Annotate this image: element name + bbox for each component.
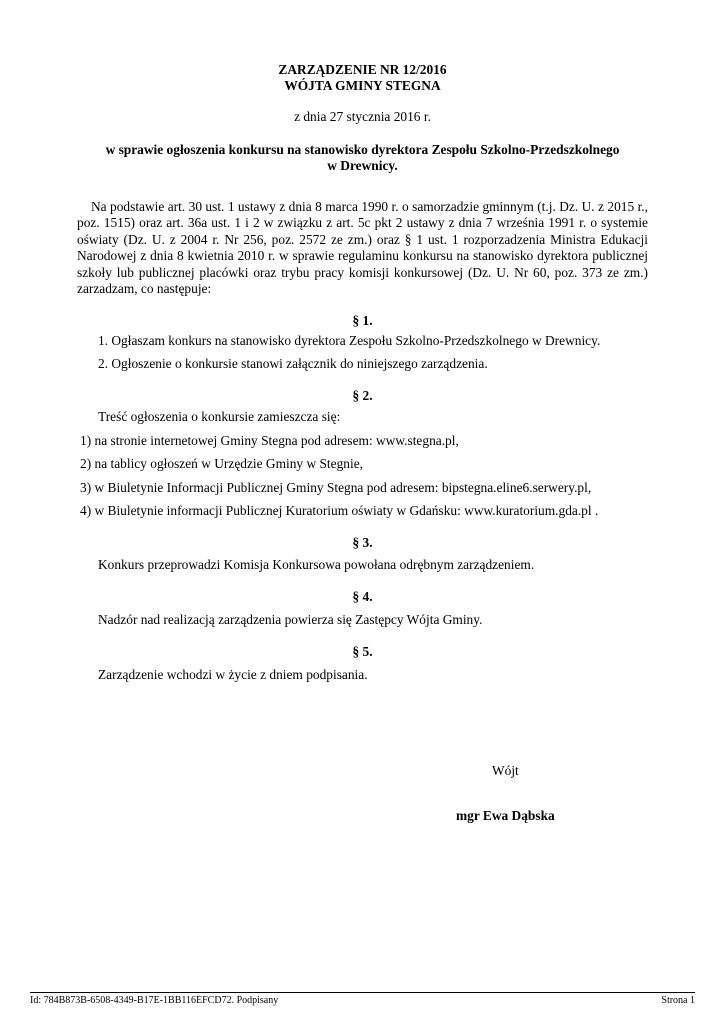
section-2-intro: Treść ogłoszenia o konkursie zamieszcza się: bbox=[98, 409, 341, 424]
document-issuer: WÓJTA GMINY STEGNA bbox=[284, 78, 441, 93]
section-2-item-2: 2) na tablicy ogłoszeń w Urzędzie Gminy w Stegnie, bbox=[80, 456, 363, 471]
document-subject-line-1: w sprawie ogłoszenia konkursu na stanowisko dyrektora Zespołu Szkolno-Przedszkolnego bbox=[105, 142, 620, 157]
signature-name: mgr Ewa Dąbska bbox=[456, 808, 555, 823]
section-2-item-3: 3) w Biuletynie Informacji Publicznej Gminy Stegna pod adresem: bipstegna.eline6.serwery.pl, bbox=[80, 480, 592, 495]
section-1-heading: § 1. bbox=[352, 313, 373, 328]
section-5-heading: § 5. bbox=[352, 644, 373, 659]
document-title: ZARZĄDZENIE NR 12/2016 bbox=[278, 62, 447, 77]
section-1-item-2: 2. Ogłoszenie o konkursie stanowi załącznik do niniejszego zarządzenia. bbox=[98, 356, 488, 371]
section-2-item-4: 4) w Biuletynie informacji Publicznej Kuratorium oświaty w Gdańsku: www.kuratorium.gda.pl . bbox=[80, 503, 599, 518]
section-2-heading: § 2. bbox=[352, 388, 373, 403]
document-date: z dnia 27 stycznia 2016 r. bbox=[294, 109, 431, 124]
section-3-text: Konkurs przeprowadzi Komisja Konkursowa powołana odrębnym zarządzeniem. bbox=[98, 557, 535, 572]
document-subject-line-2: w Drewnicy. bbox=[327, 158, 398, 173]
section-2-item-1: 1) na stronie internetowej Gminy Stegna pod adresem: www.stegna.pl, bbox=[80, 433, 459, 448]
footer-document-id: Id: 784B873B-6508-4349-B17E-1BB116EFCD72. Podpisany bbox=[30, 995, 279, 1006]
signature-role: Wójt bbox=[492, 763, 519, 778]
footer-divider bbox=[30, 992, 695, 993]
section-1-item-1: 1. Ogłaszam konkurs na stanowisko dyrektora Zespołu Szkolno-Przedszkolnego w Drewnicy. bbox=[98, 333, 601, 348]
preamble-paragraph: Na podstawie art. 30 ust. 1 ustawy z dnia 8 marca 1990 r. o samorzadzie gminnym (t.j. Dz. U. z 2015 r., poz. 1515) oraz art. 36a ust. 1 i 2 w związku z art. 5c pkt 2 ustawy z dnia 7 września 1991 r. o systemie oświaty (Dz. U. z 2004 r. Nr 256, poz. 2572 ze zm.) oraz § 1 ust. 1 rozporzadzenia Ministra Edukacji Narodowej z dnia 8 kwietnia 2010 r. w sprawie regulaminu konkursu na stanowisko dyrektora publicznej szkoły lub publicznej placówki oraz trybu pracy komisji konkursowej (Dz. U. Nr 60, poz. 373 ze zm.) zarzadzam, co następuje: bbox=[77, 199, 648, 297]
section-4-text: Nadzór nad realizacją zarządzenia powierza się Zastępcy Wójta Gminy. bbox=[98, 612, 483, 627]
section-4-heading: § 4. bbox=[352, 589, 373, 604]
section-3-heading: § 3. bbox=[352, 535, 373, 550]
footer-page-number: Strona 1 bbox=[661, 995, 695, 1006]
section-5-text: Zarządzenie wchodzi w życie z dniem podpisania. bbox=[98, 667, 368, 682]
